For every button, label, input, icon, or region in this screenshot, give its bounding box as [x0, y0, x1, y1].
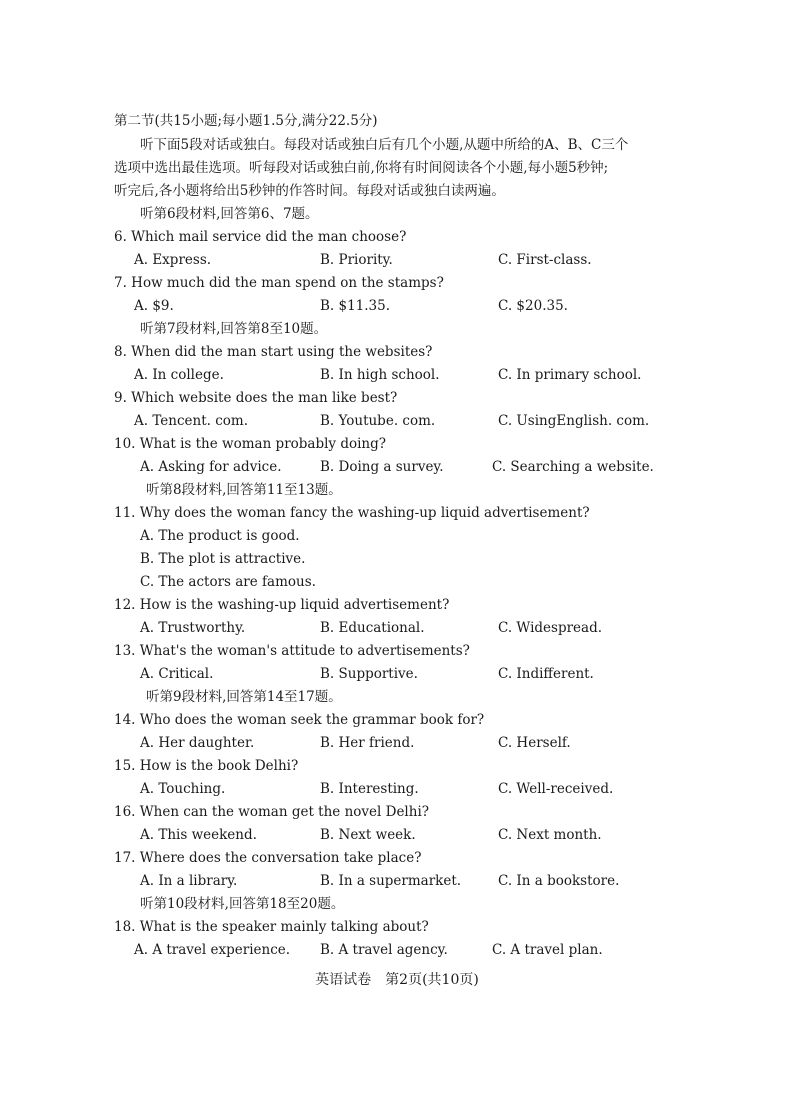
q16-option-b: B. Next week.: [320, 827, 416, 843]
question-11: 11. Why does the woman fancy the washing-up liquid advertisement?: [114, 505, 590, 521]
question-14: 14. Who does the woman seek the grammar book for?: [114, 712, 485, 728]
section-header: 第二节(共15小题;每小题1.5分,满分22.5分): [114, 113, 378, 129]
question-9: 9. Which website does the man like best?: [114, 390, 398, 406]
q13-option-a: A. Critical.: [140, 666, 214, 682]
q14-option-c: C. Herself.: [498, 735, 571, 751]
q7-option-c: C. $20.35.: [498, 298, 568, 314]
q10-option-b: B. Doing a survey.: [320, 459, 444, 475]
q8-option-b: B. In high school.: [320, 367, 440, 383]
q13-option-b: B. Supportive.: [320, 666, 418, 682]
q11-option-a: A. The product is good.: [140, 528, 300, 544]
q12-option-b: B. Educational.: [320, 620, 425, 636]
q17-option-b: B. In a supermarket.: [320, 873, 462, 889]
q13-option-c: C. Indifferent.: [498, 666, 594, 682]
q14-option-b: B. Her friend.: [320, 735, 415, 751]
question-16: 16. When can the woman get the novel Delhi?: [114, 804, 429, 820]
q11-option-b: B. The plot is attractive.: [140, 551, 306, 567]
group-10-heading: 听第10段材料,回答第18至20题。: [140, 896, 345, 912]
q6-option-b: B. Priority.: [320, 252, 393, 268]
q15-option-c: C. Well-received.: [498, 781, 614, 797]
q15-option-a: A. Touching.: [140, 781, 226, 797]
q7-option-a: A. $9.: [134, 298, 174, 314]
page-footer: 英语试卷 第2页(共10页): [315, 972, 479, 988]
instructions-line-3: 听完后,各小题将给出5秒钟的作答时间。每段对话或独白读两遍。: [114, 183, 505, 199]
q12-option-c: C. Widespread.: [498, 620, 603, 636]
group-8-heading: 听第8段材料,回答第11至13题。: [146, 482, 342, 498]
question-10: 10. What is the woman probably doing?: [114, 436, 387, 452]
question-18: 18. What is the speaker mainly talking about?: [114, 919, 429, 935]
question-15: 15. How is the book Delhi?: [114, 758, 299, 774]
question-12: 12. How is the washing-up liquid advertisement?: [114, 597, 450, 613]
q15-option-b: B. Interesting.: [320, 781, 419, 797]
q8-option-c: C. In primary school.: [498, 367, 642, 383]
q14-option-a: A. Her daughter.: [140, 735, 255, 751]
q16-option-a: A. This weekend.: [140, 827, 257, 843]
group-9-heading: 听第9段材料,回答第14至17题。: [146, 689, 342, 705]
q18-option-c: C. A travel plan.: [492, 942, 603, 958]
group-6-heading: 听第6段材料,回答第6、7题。: [140, 206, 319, 222]
group-7-heading: 听第7段材料,回答第8至10题。: [140, 321, 328, 337]
q8-option-a: A. In college.: [134, 367, 224, 383]
q10-option-a: A. Asking for advice.: [140, 459, 282, 475]
question-6: 6. Which mail service did the man choose?: [114, 229, 407, 245]
question-13: 13. What's the woman's attitude to advertisements?: [114, 643, 470, 659]
q9-option-c: C. UsingEnglish. com.: [498, 413, 650, 429]
instructions-line-2: 选项中选出最佳选项。听每段对话或独白前,你将有时间阅读各个小题,每小题5秒钟;: [114, 160, 609, 176]
instructions-line-1: 听下面5段对话或独白。每段对话或独白后有几个小题,从题中所给的A、B、C三个: [140, 137, 629, 153]
q7-option-b: B. $11.35.: [320, 298, 391, 314]
q18-option-b: B. A travel agency.: [320, 942, 448, 958]
q17-option-c: C. In a bookstore.: [498, 873, 620, 889]
q9-option-a: A. Tencent. com.: [134, 413, 249, 429]
question-8: 8. When did the man start using the websites?: [114, 344, 433, 360]
q18-option-a: A. A travel experience.: [134, 942, 291, 958]
q16-option-c: C. Next month.: [498, 827, 602, 843]
q11-option-c: C. The actors are famous.: [140, 574, 316, 590]
question-7: 7. How much did the man spend on the stamps?: [114, 275, 444, 291]
q10-option-c: C. Searching a website.: [492, 459, 654, 475]
q9-option-b: B. Youtube. com.: [320, 413, 436, 429]
question-17: 17. Where does the conversation take place?: [114, 850, 422, 866]
q12-option-a: A. Trustworthy.: [140, 620, 246, 636]
q6-option-a: A. Express.: [134, 252, 212, 268]
q17-option-a: A. In a library.: [140, 873, 238, 889]
q6-option-c: C. First-class.: [498, 252, 592, 268]
